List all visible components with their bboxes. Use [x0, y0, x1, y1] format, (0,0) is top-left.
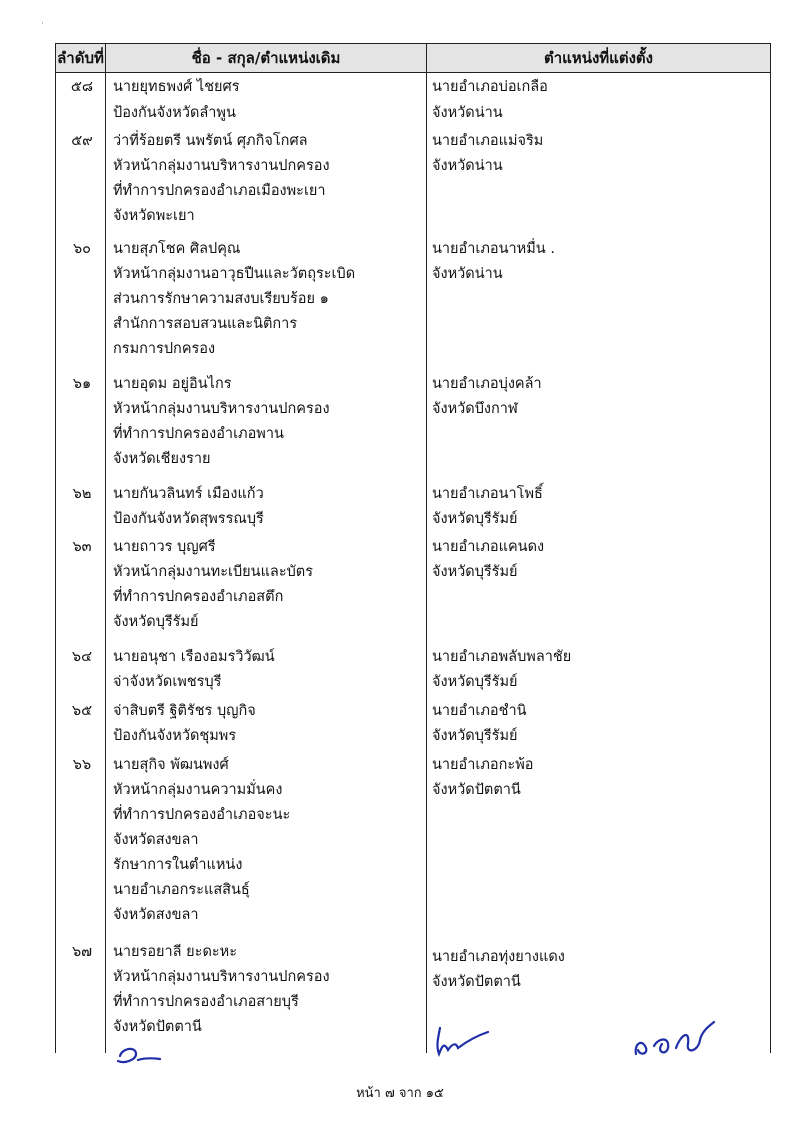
- row-old-position: ป้องกันจังหวัดสุพรรณบุรี: [113, 511, 264, 527]
- row-new-position: นายอำเภอชำนิ: [432, 703, 527, 719]
- row-name: นายสุกิจ พัฒนพงศ์: [113, 757, 229, 773]
- row-name: จ่าสิบตรี ฐิติรัชร บุญกิจ: [113, 703, 256, 719]
- row-new-position: นายอำเภอบ่อเกลือ: [432, 79, 548, 95]
- row-name: ว่าที่ร้อยตรี นพรัตน์ ศุภกิจโกศล: [113, 133, 308, 149]
- row-number: ๖๖: [72, 757, 92, 773]
- column-divider-1: [105, 43, 106, 1053]
- row-new-position: นายอำเภอนาโพธิ์: [432, 486, 543, 502]
- row-new-position: นายอำเภอแคนดง: [432, 539, 545, 555]
- row-old-office: ที่ทำการปกครองอำเภอสตึก: [113, 589, 284, 605]
- row-new-position: นายอำเภอนาหมื่น .: [432, 241, 555, 257]
- row-new-province: จังหวัดน่าน: [432, 266, 503, 282]
- row-new-province: จังหวัดบุรีรัมย์: [432, 564, 518, 580]
- row-old-office: สำนักการสอบสวนและนิติการ: [113, 316, 298, 332]
- row-old-position: หัวหน้ากลุ่มงานความมั่นคง: [113, 782, 283, 798]
- row-new-position: นายอำเภอกะพ้อ: [432, 757, 534, 773]
- signature-initial-middle: [430, 1024, 492, 1060]
- row-old-office: ที่ทำการปกครองอำเภอพาน: [113, 426, 284, 442]
- table-left-border: [55, 43, 56, 1053]
- row-new-province: จังหวัดน่าน: [432, 158, 503, 174]
- row-old-position: หัวหน้ากลุ่มงานบริหารงานปกครอง: [113, 969, 330, 985]
- row-number: ๖๐: [72, 241, 92, 257]
- row-old-position: หัวหน้ากลุ่มงานบริหารงานปกครอง: [113, 401, 330, 417]
- signature-initial-right: [628, 1018, 720, 1062]
- row-number: ๖๗: [71, 944, 93, 960]
- row-new-province: จังหวัดปัตตานี: [432, 782, 521, 798]
- row-old-acting: รักษาการในตำแหน่ง: [113, 857, 243, 873]
- header-bottom-border: [55, 72, 771, 73]
- row-old-position: จ่าจังหวัดเพชรบุรี: [113, 674, 222, 690]
- row-old-position: หัวหน้ากลุ่มงานบริหารงานปกครอง: [113, 158, 330, 174]
- row-name: นายอุดม อยู่อินไกร: [113, 376, 232, 392]
- row-new-province: จังหวัดน่าน: [432, 105, 503, 121]
- row-old-position: ป้องกันจังหวัดชุมพร: [113, 728, 237, 744]
- row-old-office: ที่ทำการปกครองอำเภอสายบุรี: [113, 994, 299, 1010]
- header-col-no: ลำดับที่: [56, 44, 105, 72]
- row-old-office: ที่ทำการปกครองอำเภอจะนะ: [113, 807, 291, 823]
- header-col-new: ตำแหน่งที่แต่งตั้ง: [427, 44, 770, 72]
- row-old-position: ป้องกันจังหวัดลำพูน: [113, 105, 236, 121]
- row-new-province: จังหวัดบึงกาฬ: [432, 401, 518, 417]
- row-new-position: นายอำเภอพลับพลาชัย: [432, 649, 572, 665]
- row-old-acting-position: นายอำเภอกระแสสินธุ์: [113, 882, 250, 898]
- row-old-department: กรมการปกครอง: [113, 341, 216, 357]
- row-old-office: ส่วนการรักษาความสงบเรียบร้อย ๑: [113, 291, 329, 307]
- row-number: ๖๕: [71, 703, 93, 719]
- row-new-province: จังหวัดบุรีรัมย์: [432, 728, 518, 744]
- row-new-position: นายอำเภอบุ่งคล้า: [432, 376, 542, 392]
- row-old-province: จังหวัดเชียงราย: [113, 451, 211, 467]
- column-divider-2: [426, 43, 427, 1053]
- row-number: ๕๘: [70, 79, 94, 95]
- row-new-province: จังหวัดปัตตานี: [432, 974, 521, 990]
- row-name: นายสุภโชค ศิลปคุณ: [113, 241, 241, 257]
- row-new-position: นายอำเภอทุ่งยางแดง: [432, 949, 565, 965]
- row-new-province: จังหวัดบุรีรัมย์: [432, 674, 518, 690]
- row-number: ๖๒: [72, 486, 92, 502]
- row-old-province: จังหวัดปัตตานี: [113, 1019, 202, 1035]
- scan-mark: ˙: [40, 22, 45, 33]
- row-number: ๖๔: [71, 649, 93, 665]
- signature-initial-left: [112, 1042, 164, 1072]
- row-old-position: หัวหน้ากลุ่มงานทะเบียนและบัตร: [113, 564, 314, 580]
- row-old-province: จังหวัดสงขลา: [113, 832, 199, 848]
- row-new-position: นายอำเภอแม่จริม: [432, 133, 544, 149]
- row-old-acting-province: จังหวัดสงขลา: [113, 907, 199, 923]
- row-old-province: จังหวัดพะเยา: [113, 208, 195, 224]
- row-number: ๖๓: [72, 539, 92, 555]
- row-old-office: ที่ทำการปกครองอำเภอเมืองพะเยา: [113, 183, 326, 199]
- row-name: นายยุทธพงศ์ ไชยศร: [113, 79, 240, 95]
- row-name: นายอนุชา เรืองอมรวิวัฒน์: [113, 649, 275, 665]
- row-old-position: หัวหน้ากลุ่มงานอาวุธปืนและวัตถุระเบิด: [113, 266, 356, 282]
- row-name: นายรอยาลี ยะดะหะ: [113, 944, 238, 960]
- page-number: หน้า ๗ จาก ๑๕: [356, 1086, 444, 1101]
- row-name: นายกันวลินทร์ เมืองแก้ว: [113, 486, 264, 502]
- row-new-province: จังหวัดบุรีรัมย์: [432, 511, 518, 527]
- row-name: นายถาวร บุญศรี: [113, 539, 216, 555]
- row-number: ๖๑: [72, 376, 92, 392]
- row-old-province: จังหวัดบุรีรัมย์: [113, 614, 199, 630]
- table-right-border: [770, 43, 771, 1053]
- header-col-name: ชื่อ - สกุล/ตำแหน่งเดิม: [106, 44, 426, 72]
- row-number: ๕๙: [71, 133, 93, 149]
- table-top-border: [55, 43, 771, 44]
